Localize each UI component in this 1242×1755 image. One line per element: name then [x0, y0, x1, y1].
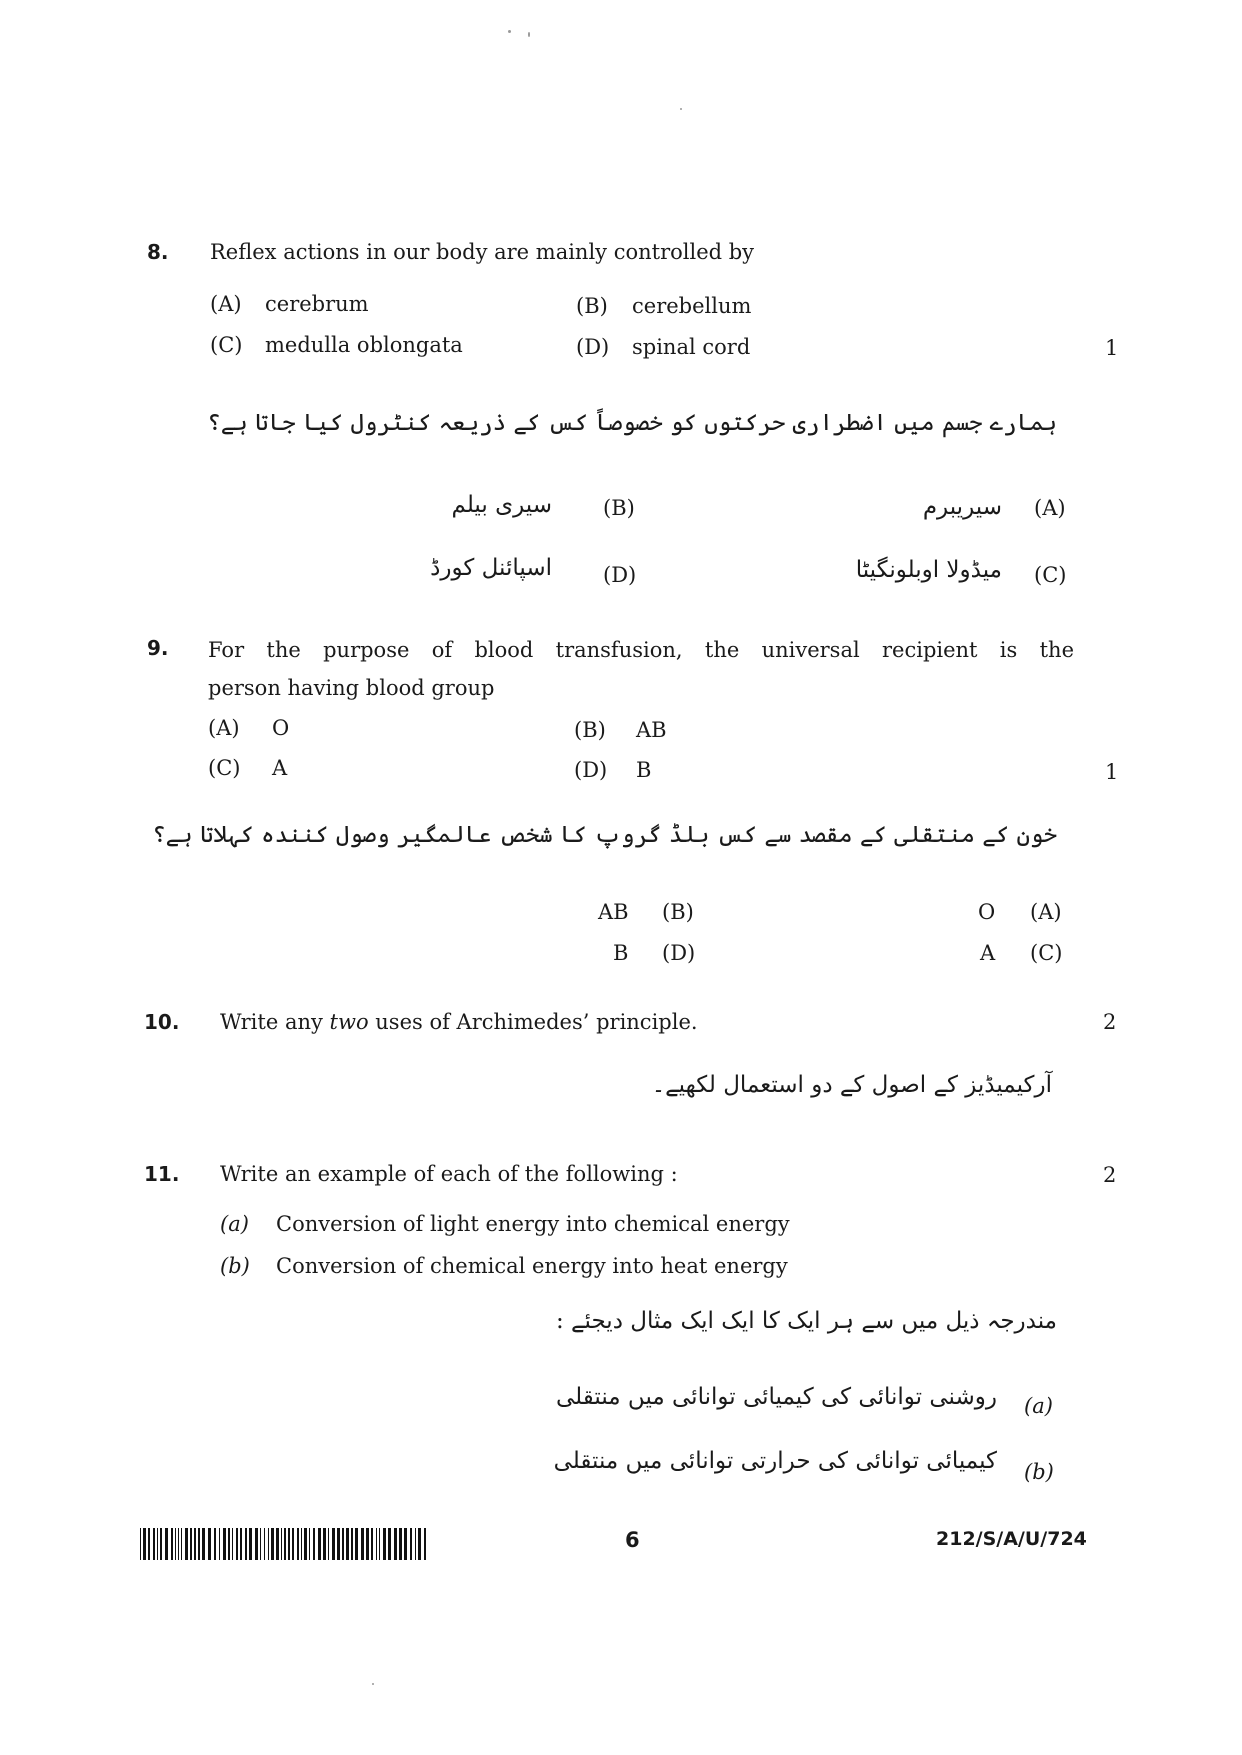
page-number: 6	[625, 1528, 640, 1552]
q11-part-a-label: (a)	[220, 1212, 249, 1236]
q8-option-b-text: cerebellum	[632, 294, 752, 318]
q9-urdu-text: خون کے منتقلی کے مقصد سے کس بلڈ گروپ کا شخص عالمگیر وصول کنندہ کہلاتا ہے؟	[152, 822, 1057, 848]
barcode-bar	[383, 1528, 386, 1560]
barcode-bar	[328, 1528, 329, 1560]
barcode-bar	[418, 1528, 421, 1560]
paper-code: 212/S/A/U/724	[936, 1528, 1087, 1550]
question-10-text	[220, 1010, 698, 1034]
barcode-bar	[190, 1528, 192, 1560]
barcode-bar	[194, 1528, 196, 1560]
q9-option-c-text: A	[272, 756, 288, 780]
barcode-bar	[160, 1528, 162, 1560]
barcode-bar	[198, 1528, 200, 1560]
barcode-bar	[281, 1528, 282, 1560]
barcode-bar	[245, 1528, 247, 1560]
barcode-bar	[175, 1528, 176, 1560]
q9-urdu-option-c-label: (C)	[1030, 941, 1063, 965]
barcode-bar	[313, 1528, 315, 1560]
question-9-number: 9.	[147, 636, 169, 660]
q8-option-a-label: (A)	[210, 292, 242, 316]
question-11-text: Write an example of each of the following :	[220, 1162, 678, 1186]
barcode-bar	[292, 1528, 294, 1560]
q8-urdu-option-c-label: (C)	[1034, 563, 1067, 587]
question-11-number: 11.	[144, 1162, 180, 1186]
barcode-bar	[388, 1528, 391, 1560]
q8-option-b-label: (B)	[576, 294, 608, 318]
barcode-bar	[236, 1528, 238, 1560]
q8-urdu-option-d-label: (D)	[603, 563, 637, 587]
barcode-bar	[185, 1528, 188, 1560]
q9-option-b-label: (B)	[574, 718, 606, 742]
barcode-bar	[143, 1528, 146, 1560]
barcode-bar	[366, 1528, 369, 1560]
q8-urdu-option-b-label: (B)	[603, 496, 635, 520]
barcode-bar	[268, 1528, 269, 1560]
barcode-bar	[332, 1528, 335, 1560]
q8-urdu-option-d-text: اسپائنل کورڈ	[430, 555, 552, 581]
q10-urdu-text: آرکیمیڈیز کے اصول کے دو استعمال لکھیے۔	[651, 1072, 1052, 1098]
q11-urdu-part-a-label: (a)	[1024, 1394, 1053, 1418]
scan-speck	[508, 30, 511, 33]
barcode-bar	[361, 1528, 364, 1560]
barcode-bar	[288, 1528, 290, 1560]
q10-text-before: Write any	[220, 1010, 330, 1034]
q8-urdu-text: ہمارے جسم میں اضطراری حرکتوں کو خصوصاً کس کے ذریعہ کنٹرول کیا جاتا ہے؟	[207, 410, 1057, 436]
q8-urdu-option-b-text: سیری بیلم	[451, 492, 552, 518]
barcode-bar	[318, 1528, 321, 1560]
barcode-bar	[410, 1528, 412, 1560]
barcode	[140, 1528, 430, 1560]
barcode-bar	[232, 1528, 233, 1560]
barcode-bar	[304, 1528, 307, 1560]
barcode-bar	[181, 1528, 182, 1560]
barcode-bar	[379, 1528, 380, 1560]
barcode-bar	[202, 1528, 205, 1560]
scan-speck	[372, 1683, 374, 1685]
barcode-bar	[223, 1528, 226, 1560]
q8-urdu-option-c-text: میڈولا اوبلونگیٹا	[855, 557, 1002, 583]
q9-marks: 1	[1105, 760, 1119, 784]
barcode-bar	[157, 1528, 158, 1560]
q11-urdu-text: مندرجہ ذیل میں سے ہر ایک کا ایک ایک مثال دیجئے :	[555, 1308, 1057, 1334]
barcode-bar	[255, 1528, 258, 1560]
barcode-bar	[264, 1528, 265, 1560]
barcode-bar	[424, 1528, 426, 1560]
barcode-bar	[394, 1528, 397, 1560]
barcode-bar	[323, 1528, 326, 1560]
q9-urdu-option-d-label: (D)	[662, 941, 696, 965]
barcode-bar	[371, 1528, 373, 1560]
q9-urdu-option-a-label: (A)	[1030, 900, 1062, 924]
q9-urdu-option-b-label: (B)	[662, 900, 694, 924]
barcode-bar	[404, 1528, 407, 1560]
question-9-text-line1: For the purpose of blood transfusion, the universal recipient is the	[208, 638, 1074, 662]
q11-urdu-part-a-text: روشنی توانائی کی کیمیائی توانائی میں منتقلی	[556, 1384, 997, 1410]
barcode-bar	[337, 1528, 340, 1560]
barcode-bar	[309, 1528, 310, 1560]
q8-option-a-text: cerebrum	[265, 292, 369, 316]
barcode-bar	[271, 1528, 274, 1560]
q9-urdu-option-a-text: O	[978, 900, 996, 924]
q9-option-a-text: O	[272, 716, 290, 740]
barcode-bar	[153, 1528, 155, 1560]
scan-speck	[528, 32, 530, 37]
q8-urdu-option-a-label: (A)	[1034, 496, 1066, 520]
barcode-bar	[178, 1528, 179, 1560]
q9-option-b-text: AB	[636, 718, 667, 742]
barcode-bar	[214, 1528, 216, 1560]
q11-part-b-label: (b)	[220, 1254, 250, 1278]
barcode-bar	[148, 1528, 150, 1560]
q8-option-c-label: (C)	[210, 333, 243, 357]
q11-part-a-text: Conversion of light energy into chemical energy	[276, 1212, 790, 1236]
barcode-bar	[219, 1528, 220, 1560]
q9-option-d-label: (D)	[574, 758, 608, 782]
q9-urdu-option-d-text: B	[613, 941, 629, 965]
q8-urdu-option-a-text: سیریبرم	[922, 494, 1002, 520]
q8-option-d-label: (D)	[576, 335, 610, 359]
barcode-bar	[342, 1528, 344, 1560]
q8-option-c-text: medulla oblongata	[265, 333, 463, 357]
barcode-bar	[297, 1528, 299, 1560]
barcode-bar	[228, 1528, 230, 1560]
barcode-bar	[276, 1528, 279, 1560]
barcode-bar	[346, 1528, 349, 1560]
scan-speck	[680, 108, 682, 110]
q11-marks: 2	[1103, 1163, 1117, 1187]
q10-text-after: uses of Archimedes’ principle.	[368, 1010, 698, 1034]
barcode-bar	[171, 1528, 173, 1560]
q10-text-italic: two	[329, 1010, 369, 1034]
barcode-bar	[260, 1528, 261, 1560]
barcode-bar	[355, 1528, 358, 1560]
barcode-bar	[240, 1528, 242, 1560]
q10-marks: 2	[1103, 1010, 1117, 1034]
barcode-bar	[249, 1528, 252, 1560]
barcode-bar	[415, 1528, 416, 1560]
q9-urdu-option-c-text: A	[980, 941, 996, 965]
q8-marks: 1	[1105, 336, 1119, 360]
q11-part-b-text: Conversion of chemical energy into heat energy	[276, 1254, 788, 1278]
q11-urdu-part-b-label: (b)	[1024, 1460, 1054, 1484]
question-10-number: 10.	[144, 1010, 180, 1034]
question-8-text: Reflex actions in our body are mainly controlled by	[210, 240, 755, 264]
q11-urdu-part-b-text: کیمیائی توانائی کی حرارتی توانائی میں منتقلی	[553, 1448, 997, 1474]
q9-option-c-label: (C)	[208, 756, 241, 780]
barcode-bar	[208, 1528, 211, 1560]
barcode-bar	[284, 1528, 286, 1560]
barcode-bar	[376, 1528, 377, 1560]
q8-option-d-text: spinal cord	[632, 335, 751, 359]
barcode-bar	[301, 1528, 302, 1560]
barcode-bar	[351, 1528, 353, 1560]
q9-urdu-option-b-text: AB	[598, 900, 629, 924]
barcode-bar	[140, 1528, 141, 1560]
barcode-bar	[399, 1528, 402, 1560]
q9-option-a-label: (A)	[208, 716, 240, 740]
barcode-bar	[165, 1528, 168, 1560]
q9-option-d-text: B	[636, 758, 652, 782]
question-9-text-line2: person having blood group	[208, 676, 495, 700]
question-8-number: 8.	[147, 240, 169, 264]
